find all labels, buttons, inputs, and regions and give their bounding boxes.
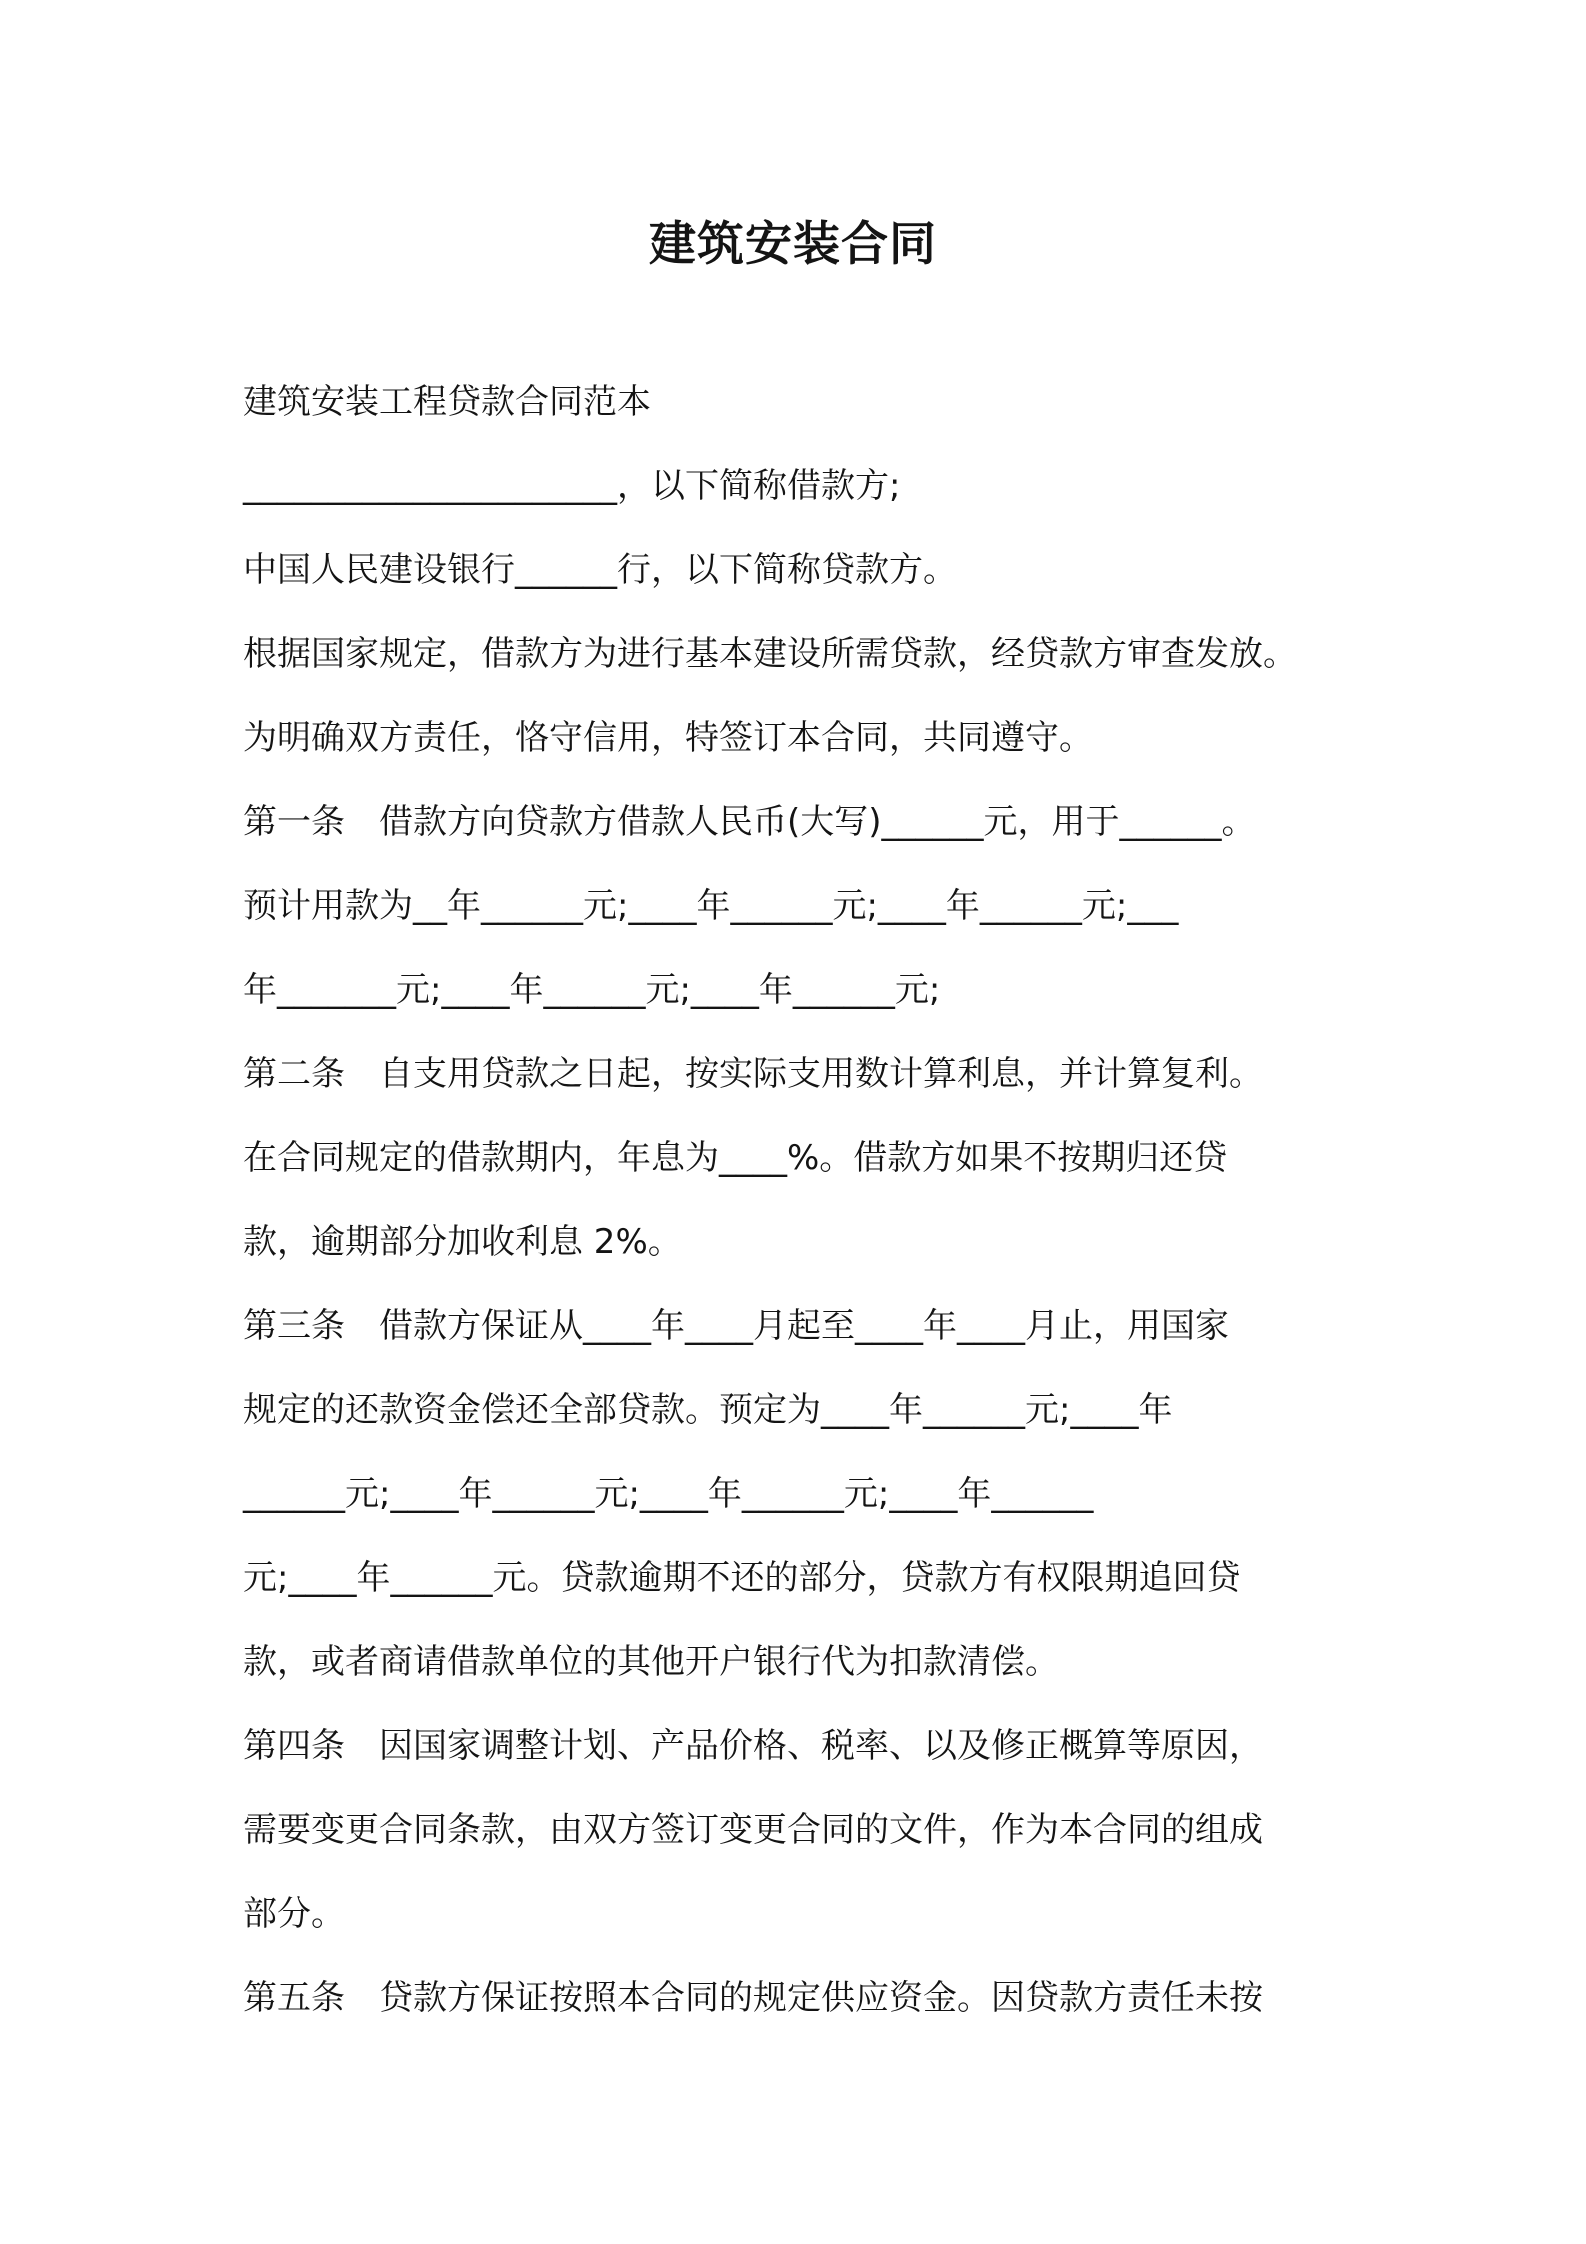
paragraph-line: 需要变更合同条款，由双方签订变更合同的文件，作为本合同的组成 — [243, 1810, 1263, 1850]
paragraph-line: 年_______元;____年______元;____年______元; — [243, 970, 941, 1010]
paragraph-line: 规定的还款资金偿还全部贷款。预定为____年______元;____年 — [243, 1390, 1173, 1430]
article-4-line: 第四条 因国家调整计划、产品价格、税率、以及修正概算等原因， — [243, 1726, 1263, 1766]
paragraph-line: ______元;____年______元;____年______元;____年______ — [243, 1474, 1094, 1514]
document-title: 建筑安装合同 — [649, 217, 937, 272]
paragraph-line: 在合同规定的借款期内，年息为____%。借款方如果不按期归还贷 — [243, 1138, 1228, 1178]
paragraph-line: 根据国家规定，借款方为进行基本建设所需贷款，经贷款方审查发放。 — [243, 634, 1297, 674]
paragraph-line: 中国人民建设银行______行，以下简称贷款方。 — [243, 550, 957, 590]
paragraph-line: 为明确双方责任，恪守信用，特签订本合同，共同遵守。 — [243, 718, 1093, 758]
paragraph-line: ______________________，以下简称借款方; — [243, 466, 901, 506]
document-body — [243, 360, 1373, 2040]
article-3-line: 第三条 借款方保证从____年____月起至____年____月止，用国家 — [243, 1306, 1229, 1346]
paragraph-line: 部分。 — [243, 1894, 345, 1934]
paragraph-line: 款，或者商请借款单位的其他开户银行代为扣款清偿。 — [243, 1642, 1059, 1682]
article-5-line: 第五条 贷款方保证按照本合同的规定供应资金。因贷款方责任未按 — [243, 1978, 1263, 2018]
article-2-line: 第二条 自支用贷款之日起，按实际支用数计算利息，并计算复利。 — [243, 1054, 1263, 1094]
article-1-line: 第一条 借款方向贷款方借款人民币(大写)______元，用于______。 — [243, 802, 1256, 842]
paragraph-line: 款，逾期部分加收利息 2%。 — [243, 1222, 682, 1262]
subtitle: 建筑安装工程贷款合同范本 — [243, 382, 651, 422]
paragraph-line: 预计用款为__年______元;____年______元;____年______元;___ — [243, 886, 1179, 926]
paragraph-line: 元;____年______元。贷款逾期不还的部分，贷款方有权限期追回贷 — [243, 1558, 1241, 1598]
